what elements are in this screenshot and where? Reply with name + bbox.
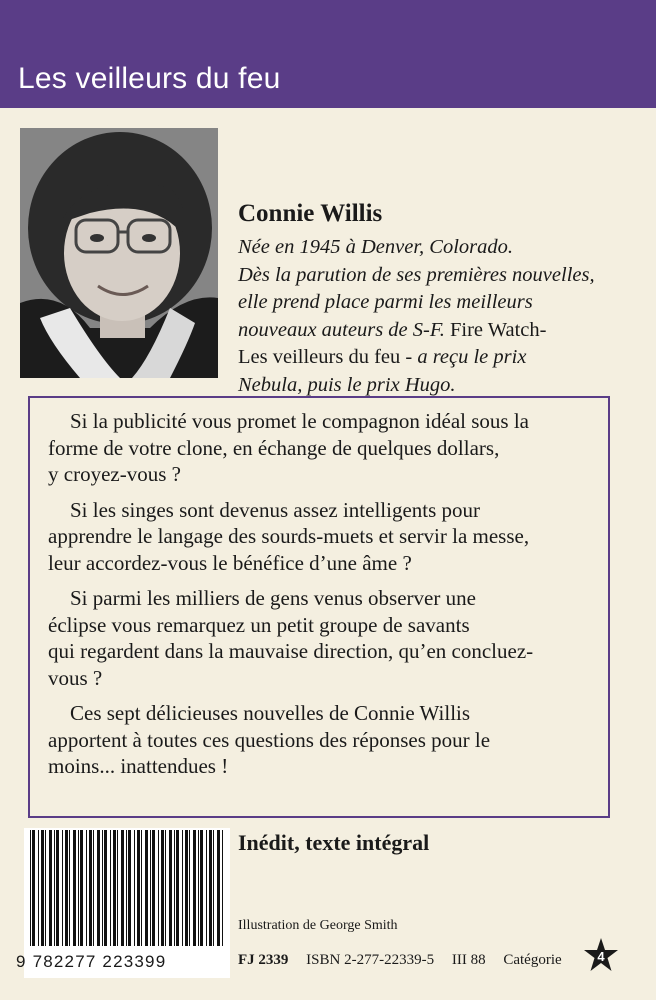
blurb-line: apportent à toutes ces questions des réponses pour le bbox=[48, 727, 491, 752]
barcode-bar bbox=[69, 830, 70, 946]
barcode-bar bbox=[86, 830, 87, 946]
barcode-bar bbox=[200, 830, 203, 946]
bio-line bbox=[238, 372, 638, 400]
barcode-bar bbox=[80, 830, 83, 946]
barcode-bar bbox=[121, 830, 124, 946]
bio-segment: nouveaux auteurs de S-F. bbox=[238, 318, 445, 341]
blurb-paragraph bbox=[48, 585, 618, 691]
bio-line bbox=[238, 234, 638, 262]
isbn: ISBN 2-277-22339-5 bbox=[306, 952, 435, 968]
barcode-bar bbox=[137, 830, 140, 946]
author-bio bbox=[238, 234, 638, 399]
blurb-line: moins... inattendues ! bbox=[48, 754, 229, 778]
barcode-bar bbox=[185, 830, 188, 946]
barcode-bar bbox=[78, 830, 79, 946]
blurb-line: Si parmi les milliers de gens venus observer une bbox=[70, 586, 476, 610]
blurb-line: vous ? bbox=[48, 665, 103, 690]
bio-line bbox=[238, 317, 638, 345]
barcode-digits: 9 782277 223399 bbox=[16, 952, 167, 971]
author-photo bbox=[20, 128, 218, 378]
barcode-bar bbox=[165, 830, 166, 946]
series-title: Les veilleurs du feu bbox=[18, 62, 281, 95]
barcode-bar bbox=[56, 830, 59, 946]
blurb-line: Ces sept délicieuses nouvelles de Connie Willis bbox=[70, 701, 471, 725]
barcode-bar bbox=[176, 830, 179, 946]
print-code: III 88 bbox=[451, 952, 486, 968]
category-number: 4 bbox=[597, 949, 605, 964]
barcode-bar bbox=[150, 830, 151, 946]
barcode-bar bbox=[189, 830, 190, 946]
edition-note: Inédit, texte intégral bbox=[238, 830, 430, 855]
blurb-line: apprendre le langage des sourds-muets et servir la messe, bbox=[48, 524, 530, 548]
barcode-bar bbox=[117, 830, 118, 946]
barcode-bar bbox=[113, 830, 116, 946]
barcode-bar bbox=[217, 830, 220, 946]
barcode-bar bbox=[93, 830, 94, 946]
barcode-bar bbox=[198, 830, 199, 946]
bio-segment: Nebula, puis le prix Hugo. bbox=[238, 373, 456, 396]
bio-line bbox=[238, 344, 638, 372]
barcode-bar bbox=[222, 830, 223, 946]
barcode-bar bbox=[49, 830, 52, 946]
barcode-bar bbox=[209, 830, 212, 946]
barcode-bar bbox=[182, 830, 183, 946]
blurb-line: éclipse vous remarquez un petit groupe de savants bbox=[48, 612, 470, 637]
blurb-paragraph bbox=[48, 408, 618, 488]
bio-segment: Les veilleurs du feu bbox=[238, 346, 401, 368]
barcode-bar bbox=[38, 830, 39, 946]
barcode-bar bbox=[128, 830, 131, 946]
author-name: Connie Willis bbox=[238, 200, 383, 227]
barcode-bar bbox=[102, 830, 103, 946]
barcode-bar bbox=[54, 830, 55, 946]
barcode-bar bbox=[152, 830, 155, 946]
illustration-credit: Illustration de George Smith bbox=[238, 918, 398, 933]
blurb-line: forme de votre clone, en échange de quelques dollars, bbox=[48, 435, 500, 460]
blurb-line: Si la publicité vous promet le compagnon idéal sous la bbox=[70, 409, 529, 433]
barcode-bar bbox=[30, 830, 31, 946]
catalog-code: FJ 2339 bbox=[238, 952, 289, 968]
barcode-bar bbox=[213, 830, 214, 946]
blurb-line: y croyez-vous ? bbox=[48, 462, 181, 486]
blurb-line: qui regardent dans la mauvaise direction, qu’en concluez- bbox=[48, 639, 534, 663]
blurb-line: Si les singes sont devenus assez intelligents pour bbox=[70, 497, 481, 522]
barcode-bar bbox=[169, 830, 172, 946]
barcode-bar bbox=[161, 830, 164, 946]
barcode-bar bbox=[193, 830, 196, 946]
barcode-bar bbox=[65, 830, 68, 946]
blurb-line: leur accordez-vous le bénéfice d’une âme ? bbox=[48, 550, 412, 575]
bio-segment: Née en 1945 à Denver, Colorado. bbox=[238, 236, 513, 258]
bio-segment: Fire Watch- bbox=[444, 318, 547, 341]
barcode-bar bbox=[62, 830, 63, 946]
blurb-text bbox=[48, 408, 618, 789]
bio-segment: elle prend place parmi les meilleurs bbox=[238, 291, 533, 313]
barcode-bar bbox=[126, 830, 127, 946]
barcode-bar bbox=[97, 830, 100, 946]
category-label: Catégorie bbox=[503, 952, 562, 968]
barcode-bar bbox=[110, 830, 111, 946]
bio-segment: - a reçu le prix bbox=[400, 346, 527, 368]
barcode-bar bbox=[73, 830, 76, 946]
barcode-bar bbox=[89, 830, 92, 946]
bio-line bbox=[238, 262, 638, 290]
barcode-bar bbox=[134, 830, 135, 946]
bio-line bbox=[238, 289, 638, 317]
blurb-paragraph bbox=[48, 700, 618, 780]
barcode-bar bbox=[158, 830, 159, 946]
barcode-bar bbox=[145, 830, 148, 946]
barcode-bar bbox=[45, 830, 46, 946]
bio-segment: Dès la parution de ses premières nouvelles, bbox=[238, 263, 595, 286]
category-star-icon bbox=[583, 937, 619, 973]
barcode-bar bbox=[104, 830, 107, 946]
barcode-bar bbox=[41, 830, 44, 946]
blurb-paragraph bbox=[48, 497, 618, 577]
barcode-bar bbox=[174, 830, 175, 946]
barcode-bar bbox=[32, 830, 35, 946]
barcode-bar bbox=[141, 830, 142, 946]
barcode-bar bbox=[206, 830, 207, 946]
